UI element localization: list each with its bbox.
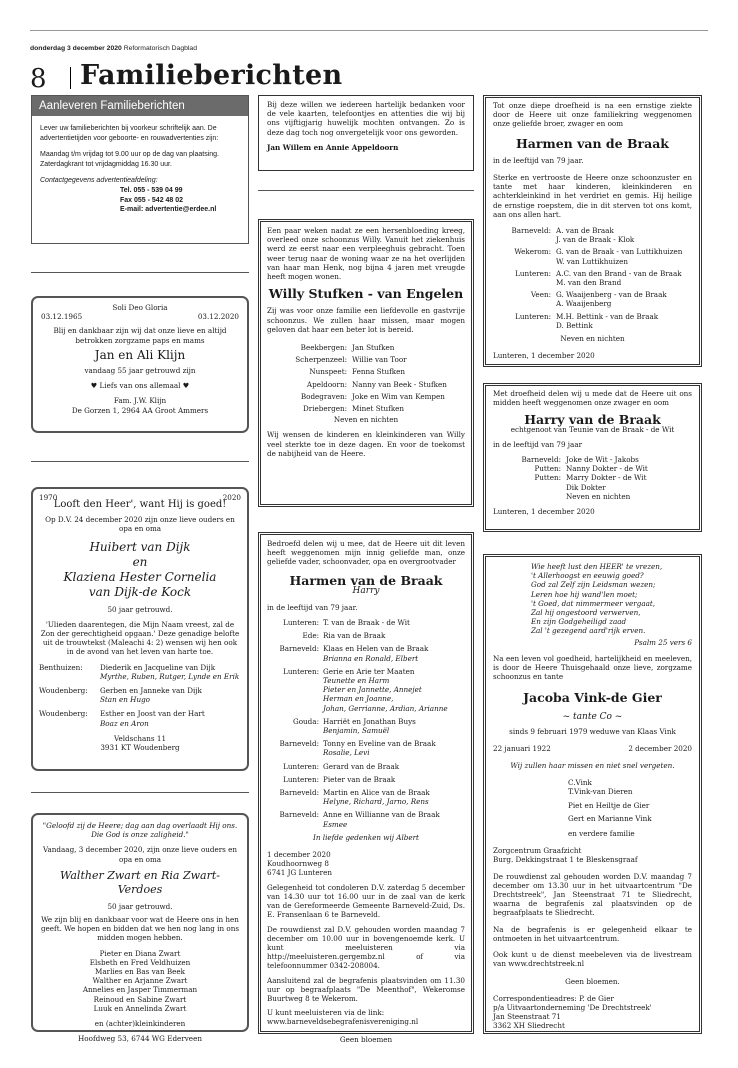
gier-widow: sinds 9 februari 1979 weduwe van Klaas Vink [509, 726, 676, 736]
klijn-married: vandaag 55 jaar getrouwd zijn [84, 366, 196, 376]
stufken-family-table [267, 340, 465, 413]
family-place [493, 492, 561, 501]
poem-line: Zal 't gezegend aard'rijk erven. [531, 626, 646, 636]
family-place: Veen: [530, 290, 551, 300]
family-row [267, 644, 465, 662]
family-children: Boaz en Aron [100, 718, 149, 728]
braak-family-list [267, 618, 465, 829]
family-member: Elsbeth en Fred Veldhuizen [89, 957, 191, 967]
braak-age: in de leeftijd van 79 jaar. [267, 602, 358, 612]
family-place: Gouda: [292, 716, 319, 726]
family-names [323, 775, 465, 784]
braak-date: 1 december 2020 [267, 850, 331, 860]
motto: Soli Deo Gloria [112, 303, 168, 312]
family-place: Barneveld: [279, 644, 319, 654]
family-place: Lunteren: [283, 618, 319, 628]
couple-name-3: van Dijk-de Kock [88, 584, 192, 599]
thanks-signature: Jan Willem en Annie Appeldoorn [267, 142, 399, 152]
year-end: 2020 [222, 493, 241, 502]
submission-body [32, 116, 248, 215]
family-place: Lunteren: [283, 761, 319, 771]
header-dateline [30, 45, 197, 52]
family-member: Piet en Heiltje de Gier [568, 800, 650, 810]
family-names: Fenna Stufken [352, 367, 406, 377]
family-names [556, 269, 692, 287]
notice-klijn-anniversary [31, 296, 249, 433]
notice-harry-braak [483, 383, 702, 532]
kock-address-1: Veldschans 11 [113, 733, 167, 743]
braak-address-1: Koudhoornweg 8 [267, 859, 329, 869]
family-names-line: A.C. van den Brand - van de Braak [556, 268, 682, 278]
family-names-line: W. van Luttikhuizen [556, 256, 629, 266]
kock-address-2: 3931 KT Woudenberg [100, 743, 180, 753]
family-place: Driebergen: [303, 404, 347, 414]
gier-nickname: ~ tante Co ~ [562, 711, 623, 722]
gier-intro: Na een leven vol goedheid, hartelijkheid en meeleven, is door de Heere Thuisgehaald onze lieve, zorgzame schoonzus en tante [493, 653, 692, 682]
issue-date: donderdag 3 december 2020 [30, 45, 122, 52]
braak-intro: Bedroefd delen wij u mee, dat de Heere uit dit leven heeft weggenomen mijn innig geliefde man, onze geliefde vader, schoonvader, opa en overgrootvader [267, 539, 465, 567]
gier-correspondence-1: Correspondentieadres: P. de Gier [493, 993, 614, 1003]
family-names-line: Martin en Alice van de Braak [323, 788, 430, 798]
family-names: Nanny Dokter - de Wit [566, 464, 648, 474]
family-member: Walther en Arjanne Zwart [92, 976, 188, 986]
stufken-text: Zij was voor onze familie een liefdevolle en gastvrije schoonzus. We zullen haar missen, maar mogen geloven dat haar een beter lot is bereid. [267, 306, 465, 334]
harry-family-table [493, 455, 692, 501]
klijn-family: Fam. J.W. Klijn [113, 396, 167, 406]
submission-times-weekday: Maandag t/m vrijdag tot 9.00 uur op de dag van plaatsing. [40, 151, 220, 159]
family-children: Brianna en Ronald, Elbert [323, 653, 419, 663]
poem [493, 562, 692, 636]
page-number: 8 [30, 64, 47, 94]
family-place: Lunteren: [283, 666, 319, 676]
submission-info-box [31, 95, 249, 244]
gier-after: Na de begrafenis is er gelegenheid elkaar te ontmoeten in het uitvaartcentrum. [493, 924, 692, 943]
contact-label: Contactgegevens advertentieafdeling: [40, 177, 158, 185]
braak-r1-text: Sterke en vertrooste de Heere onze schoonzuster en tante met haar kinderen, kleinkinderen en achterkleinkind in het verdriet en gemis. Hij heilige de ernstige roepstem, die in dit sterven tot ons komt, aan ons allen hart. [493, 173, 692, 219]
family-row [267, 667, 465, 713]
family-names-line: Klaas en Helen van de Braak [323, 644, 429, 654]
family-member: Marlies en Bas van Beek [94, 967, 186, 977]
header-rule [30, 30, 708, 31]
family-place: Nunspeet: [309, 367, 347, 377]
family-place: Lunteren: [515, 268, 551, 278]
date-end: 03.12.2020 [197, 312, 239, 322]
family-place: Woudenberg: [39, 686, 88, 696]
stufken-nephews: Neven en nichten [333, 415, 399, 425]
harry-intro: Met droefheid delen wij u mede dat de Heere uit ons midden heeft weggenomen onze zwager en oom [493, 389, 692, 408]
braak-name: Harmen van de Braak [289, 572, 443, 588]
stufken-name: Willy Stufken - van Engelen [268, 286, 464, 302]
page-title: Familieberichten [80, 60, 343, 91]
family-names: Joke en Wim van Kempen [352, 391, 445, 401]
notice-van-dijk-anniversary [31, 487, 249, 771]
gier-correspondence-4: 3362 XH Sliedrecht [493, 1021, 565, 1031]
family-row [267, 739, 465, 757]
contact-fax: Fax 055 - 542 48 02 [120, 196, 184, 204]
family-children: Johan, Gerrianne, Ardian, Arianne [323, 703, 448, 713]
family-place: Barneveld: [279, 810, 319, 820]
gier-dates [493, 744, 692, 753]
braak-r1-nephews: Neven en nichten [560, 334, 625, 344]
family-names [323, 631, 465, 640]
family-children: Rosalie, Levi [323, 748, 370, 758]
family-member: Reinoud en Sabine Zwart [93, 994, 187, 1004]
family-names: Dik Dokter [566, 482, 606, 492]
harry-spouse: echtgenoot van Teunie van de Braak - de Wit [510, 424, 675, 434]
family-place: Apeldoorn: [306, 379, 347, 389]
family-names-line: Harriët en Jonathan Buys [323, 716, 416, 726]
braak-service: De rouwdienst zal D.V. gehouden worden maandag 7 december om 10.00 uur in bovengenoemde kerk. U kunt meeluisteren via http://meeluisteren.gergembz.nl of via telefoonnummer 0342-208004. [267, 924, 465, 971]
family-names [100, 709, 241, 727]
family-row [267, 618, 465, 627]
family-place: Woudenberg: [39, 709, 88, 719]
braak-condolence: Gelegenheid tot condoleren D.V. zaterdag 5 december van 14.30 uur tot 16.00 uur in de zaal van de kerk van de Gereformeerde Gemeente Barneveld-Zuid, Ds. E. Fransenlaan 6 te Barneveld. [267, 882, 465, 920]
gier-family-list [493, 778, 692, 838]
family-place [493, 483, 561, 492]
family-names [556, 290, 692, 308]
poem-line: 't Goed, dat nimmermeer vergaat, [531, 598, 656, 608]
psalm-reference: Psalm 25 vers 6 [634, 637, 692, 647]
family-row [267, 788, 465, 806]
family-names-line: M.H. Bettink - van de Braak [556, 311, 659, 321]
gier-name: Jacoba Vink-de Gier [523, 690, 662, 706]
family-place: Ede: [302, 631, 319, 641]
family-names-line: Gerard van de Braak [323, 761, 400, 771]
family-names [323, 644, 465, 662]
family-place: Putten: [534, 464, 561, 474]
family-row [39, 709, 241, 727]
year-start: 1970 [39, 493, 58, 502]
notice-braak-family-death [258, 532, 474, 1044]
header-divider [70, 67, 71, 89]
couple-and: en [132, 554, 148, 569]
family-names [100, 663, 241, 681]
family-names-line: Gerben en Janneke van Dijk [100, 686, 202, 696]
family-children: Helyne, Richard, Jarno, Rens [323, 797, 429, 807]
family-place: Barneveld: [279, 739, 319, 749]
family-children: Myrthe, Ruben, Rutger, Lynde en Erik [100, 671, 240, 681]
gier-livestream: Ook kunt u de dienst meebeleven via de livestream van www.drechtstreek.nl [493, 950, 692, 969]
braak-r1-name: Harmen van de Braak [516, 135, 669, 151]
family-names-line: M. van den Brand [556, 278, 622, 288]
family-names-line: T. van de Braak - de Wit [323, 618, 410, 628]
gier-died: 2 december 2020 [628, 743, 692, 753]
family-children: Herman en Joanne, [323, 694, 394, 704]
notice-braak-nephews [483, 95, 702, 367]
family-row [267, 810, 465, 828]
braak-burial: Aansluitend zal de begrafenis plaatsvinden om 11.30 uur op begraafplaats "De Meenthof", Wekeromse Buurtweg 8 te Wekerom. [267, 975, 465, 1003]
submission-times-saturday: Zaterdagkrant tot vrijdagmiddag 16.30 uur. [40, 160, 172, 168]
family-place: Scherpenzeel: [295, 355, 347, 365]
family-place: Barneveld: [521, 455, 561, 465]
family-names [323, 788, 465, 806]
notice-thanks-appeldoorn [258, 95, 474, 171]
family-place: Lunteren: [283, 774, 319, 784]
family-row [267, 717, 465, 735]
notice-vink-de-gier [483, 554, 702, 1034]
zwart-quote: "Geloofd zij de Heere; dag aan dag overlaadt Hij ons. Die God is onze zaligheid." [42, 821, 238, 840]
kock-family-list [39, 663, 241, 728]
harry-name: Harry van de Braak [524, 412, 661, 428]
poem-line: 't Allerhoogst en eeuwig goed? [531, 571, 644, 581]
family-member: Pieter en Diana Zwart [99, 948, 181, 958]
family-names [323, 762, 465, 771]
gier-flowers: Geen bloemen. [565, 976, 620, 986]
family-names: Jan Stufken [352, 343, 395, 353]
thanks-text: Bij deze willen we iedereen hartelijk bedanken voor de vele kaarten, telefoontjes en attenties die wij bij ons vijftigjarig huwelijk mochten ontvangen. Zo is deze dag toch nog onvergetelijk voor ons geworden. [267, 100, 465, 137]
column-separator [31, 461, 249, 462]
poem-line: Zal hij ongestoord verwerven, [531, 608, 641, 618]
family-children: Pieter en Jannette, Annejet [323, 685, 422, 695]
gier-location-1: Zorgcentrum Graafzicht [493, 846, 582, 856]
braak-flowers: Geen bloemen [339, 1034, 393, 1044]
zwart-names: Walther Zwart en Ria Zwart-Verdoes [60, 868, 220, 896]
family-names-line: Pieter van de Braak [323, 774, 396, 784]
kock-years: 50 jaar getrouwd. [107, 604, 173, 614]
family-member: Luuk en Annelinda Zwart [93, 1003, 187, 1013]
family-place: Barneveld: [511, 226, 551, 236]
zwart-grandchildren: en (achter)kleinkinderen [94, 1019, 186, 1029]
family-children: Esmee [323, 819, 348, 829]
family-names: Joke de Wit - Jakobs [566, 455, 639, 465]
family-names-line: Ria van de Braak [323, 631, 386, 641]
family-names: Willie van Toor [352, 355, 407, 365]
column-separator [31, 792, 249, 793]
family-names: Marry Dokter - de Wit [566, 473, 647, 483]
zwart-address: Hoofdweg 53, 6744 WG Ederveen [78, 1034, 202, 1044]
family-place: Beekbergen: [300, 343, 347, 353]
stufken-intro: Een paar weken nadat ze een hersenbloeding kreeg, overleed onze schoonzus Willy. Vanuit het ziekenhuis werd ze eerst naar een verpleeghuis gebracht. Toen weer terug naar de woning waar ze na het overlijden van haar man Henk, nog bijna 4 jaren met vreugde heeft mogen wonen. [267, 226, 465, 282]
family-children: Teunette en Harm [323, 676, 390, 686]
braak-listen-label: U kunt meeluisteren via de link: [267, 1008, 385, 1018]
family-names-line: Diederik en Jacqueline van Dijk [100, 662, 216, 672]
stufken-outro: Wij wensen de kinderen en kleinkinderen van Willy veel sterkte toe in deze dagen. En voor de toekomst de nabijheid van de Heere. [267, 430, 465, 458]
family-place: Wekerom: [514, 247, 551, 257]
braak-address-2: 6741 JG Lunteren [267, 868, 332, 878]
braak-memory: In liefde gedenken wij Albert [313, 832, 419, 842]
family-names-line: G. van de Braak - van Luttikhuizen [556, 247, 683, 257]
wedding-text: 'Ulieden daarentegen, die Mijn Naam vreest, zal de Zon der gerechtigheid opgaan.' Deze genadige belofte uit de trouwtekst (Maleachi 4: 2) wensen wij hen ook in de avond van het leven van harte toe. [40, 619, 240, 657]
poem-line: En zijn Godgeheiligd zaad [531, 617, 627, 627]
notice-stufken-death [258, 219, 474, 507]
zwart-text: We zijn blij en dankbaar voor wat de Heere ons in hen geeft. We hopen en bidden dat we hen nog lang in ons midden mogen hebben. [40, 915, 240, 943]
gier-rest: en verdere familie [568, 829, 635, 839]
family-row [267, 775, 465, 784]
zwart-years: 50 jaar getrouwd. [107, 901, 173, 911]
date-start: 03.12.1965 [41, 312, 83, 322]
poem-line: Leren hoe hij wand'len moet; [531, 589, 638, 599]
family-names-line: Gerie en Arie ter Maaten [323, 666, 415, 676]
family-names [100, 686, 241, 704]
klijn-names: Jan en Ali Klijn [94, 347, 186, 362]
column-separator [31, 272, 249, 273]
family-row [39, 686, 241, 704]
family-row [267, 762, 465, 771]
family-children: Benjamin, Samuël [323, 726, 390, 736]
family-member: T.Vink-van Dieren [568, 787, 633, 797]
contact-phone: Tel. 055 - 539 04 99 [120, 186, 183, 194]
contact-email: E-mail: advertentie@erdee.nl [120, 206, 217, 214]
gier-location-2: Burg. Dekkingstraat 1 te Bleskensgraaf [493, 855, 638, 865]
klijn-address: De Gorzen 1, 2964 AA Groot Ammers [71, 405, 209, 415]
family-place: Benthuizen: [39, 662, 83, 672]
braak-r1-date: Lunteren, 1 december 2020 [493, 351, 595, 361]
family-member: C.Vink [568, 778, 592, 788]
gier-correspondence-3: Jan Steenstraat 71 [493, 1012, 561, 1022]
braak-r1-age: in de leeftijd van 79 jaar. [493, 155, 584, 165]
submission-title: Aanleveren Familieberichten [32, 96, 248, 116]
family-member: Annelies en Jasper Timmerman [82, 985, 198, 995]
family-names [556, 226, 692, 244]
klijn-text: Blij en dankbaar zijn wij dat onze lieve en altijd betrokken zorgzame paps en mams [53, 326, 227, 345]
praise-line: Looft den Heer', want Hij is goed! [53, 499, 227, 511]
family-names-line: A. Waaijenberg [556, 299, 612, 309]
harry-date: Lunteren, 1 december 2020 [493, 507, 595, 517]
family-names: Nanny van Beek - Stufken [352, 379, 447, 389]
family-names-line: D. Bettink [556, 320, 593, 330]
family-names-line: A. van de Braak [556, 226, 614, 236]
notice-zwart-anniversary [31, 813, 249, 1044]
family-row [267, 631, 465, 640]
family-place: Putten: [534, 473, 561, 483]
date-row [41, 312, 239, 321]
braak-listen-link[interactable]: www.barneveldsebegrafenisvereniging.nl [267, 1017, 419, 1027]
family-names-line: Esther en Joost van der Hart [100, 709, 205, 719]
harry-age: in de leeftijd van 79 jaar [493, 439, 583, 449]
family-member: Gert en Marianne Vink [568, 813, 652, 823]
gier-born: 22 januari 1922 [493, 743, 551, 753]
kock-intro: Op D.V. 24 december 2020 zijn onze lieve ouders en opa en oma [45, 515, 235, 534]
family-place: Lunteren: [515, 311, 551, 321]
family-names [556, 312, 692, 330]
paper-name: Reformatorisch Dagblad [123, 45, 197, 52]
family-place: Bodegraven: [300, 391, 347, 401]
family-names: Minet Stufken [352, 404, 405, 414]
family-names-line: Anne en Willianne van de Braak [323, 810, 440, 820]
family-names-line: G. Waaijenberg - van de Braak [556, 290, 667, 300]
family-names [323, 810, 465, 828]
klijn-love: ♥ Liefs van ons allemaal ♥ [90, 381, 190, 391]
column-separator [258, 190, 474, 191]
braak-r1-family-table [493, 226, 692, 330]
gier-miss: Wij zullen haar missen en niet snel vergeten. [510, 761, 675, 771]
submission-intro: Lever uw familieberichten bij voorkeur schriftelijk aan. De advertentietijden voor geboorte- en rouwadvertenties zijn: [40, 125, 219, 142]
poem-line: Wie heeft lust den HEER' te vrezen, [531, 562, 663, 571]
couple-name-1: Huibert van Dijk [89, 539, 191, 554]
gier-correspondence-2: p/a Uitvaartonderneming 'De Drechtstreek' [493, 1002, 652, 1012]
zwart-intro: Vandaag, 3 december 2020, zijn onze lieve ouders en opa en oma [42, 845, 238, 864]
family-children: Stan en Hugo [100, 695, 151, 705]
zwart-family-list [39, 949, 241, 1013]
family-place: Barneveld: [279, 788, 319, 798]
braak-r1-intro: Tot onze diepe droefheid is na een ernstige ziekte door de Heere uit onze familiekring weggenomen onze geliefde broer, zwager en oom [493, 101, 692, 129]
family-names-line: Tonny en Eveline van de Braak [323, 739, 436, 749]
family-names [323, 739, 465, 757]
family-names [323, 667, 465, 713]
family-names-line: J. van de Braak - Klok [556, 235, 635, 245]
braak-call-name: Harry [352, 585, 380, 596]
family-names: Neven en nichten [566, 491, 631, 501]
family-row [39, 663, 241, 681]
gier-service: De rouwdienst zal gehouden worden D.V. maandag 7 december om 13.30 uur in het uitvaartcentrum "De Drechtstreek", Jan Steenstraat 71 te Sliedrecht, waarna de begrafenis zal plaatsvinden op de begraafplaats te Sliedrecht. [493, 871, 692, 918]
family-names [556, 247, 692, 265]
couple-name-2: Klaziena Hester Cornelia [63, 569, 217, 584]
family-names [323, 717, 465, 735]
poem-line: God zal Zelf zijn Leidsman wezen; [531, 580, 656, 590]
family-names [323, 618, 465, 627]
